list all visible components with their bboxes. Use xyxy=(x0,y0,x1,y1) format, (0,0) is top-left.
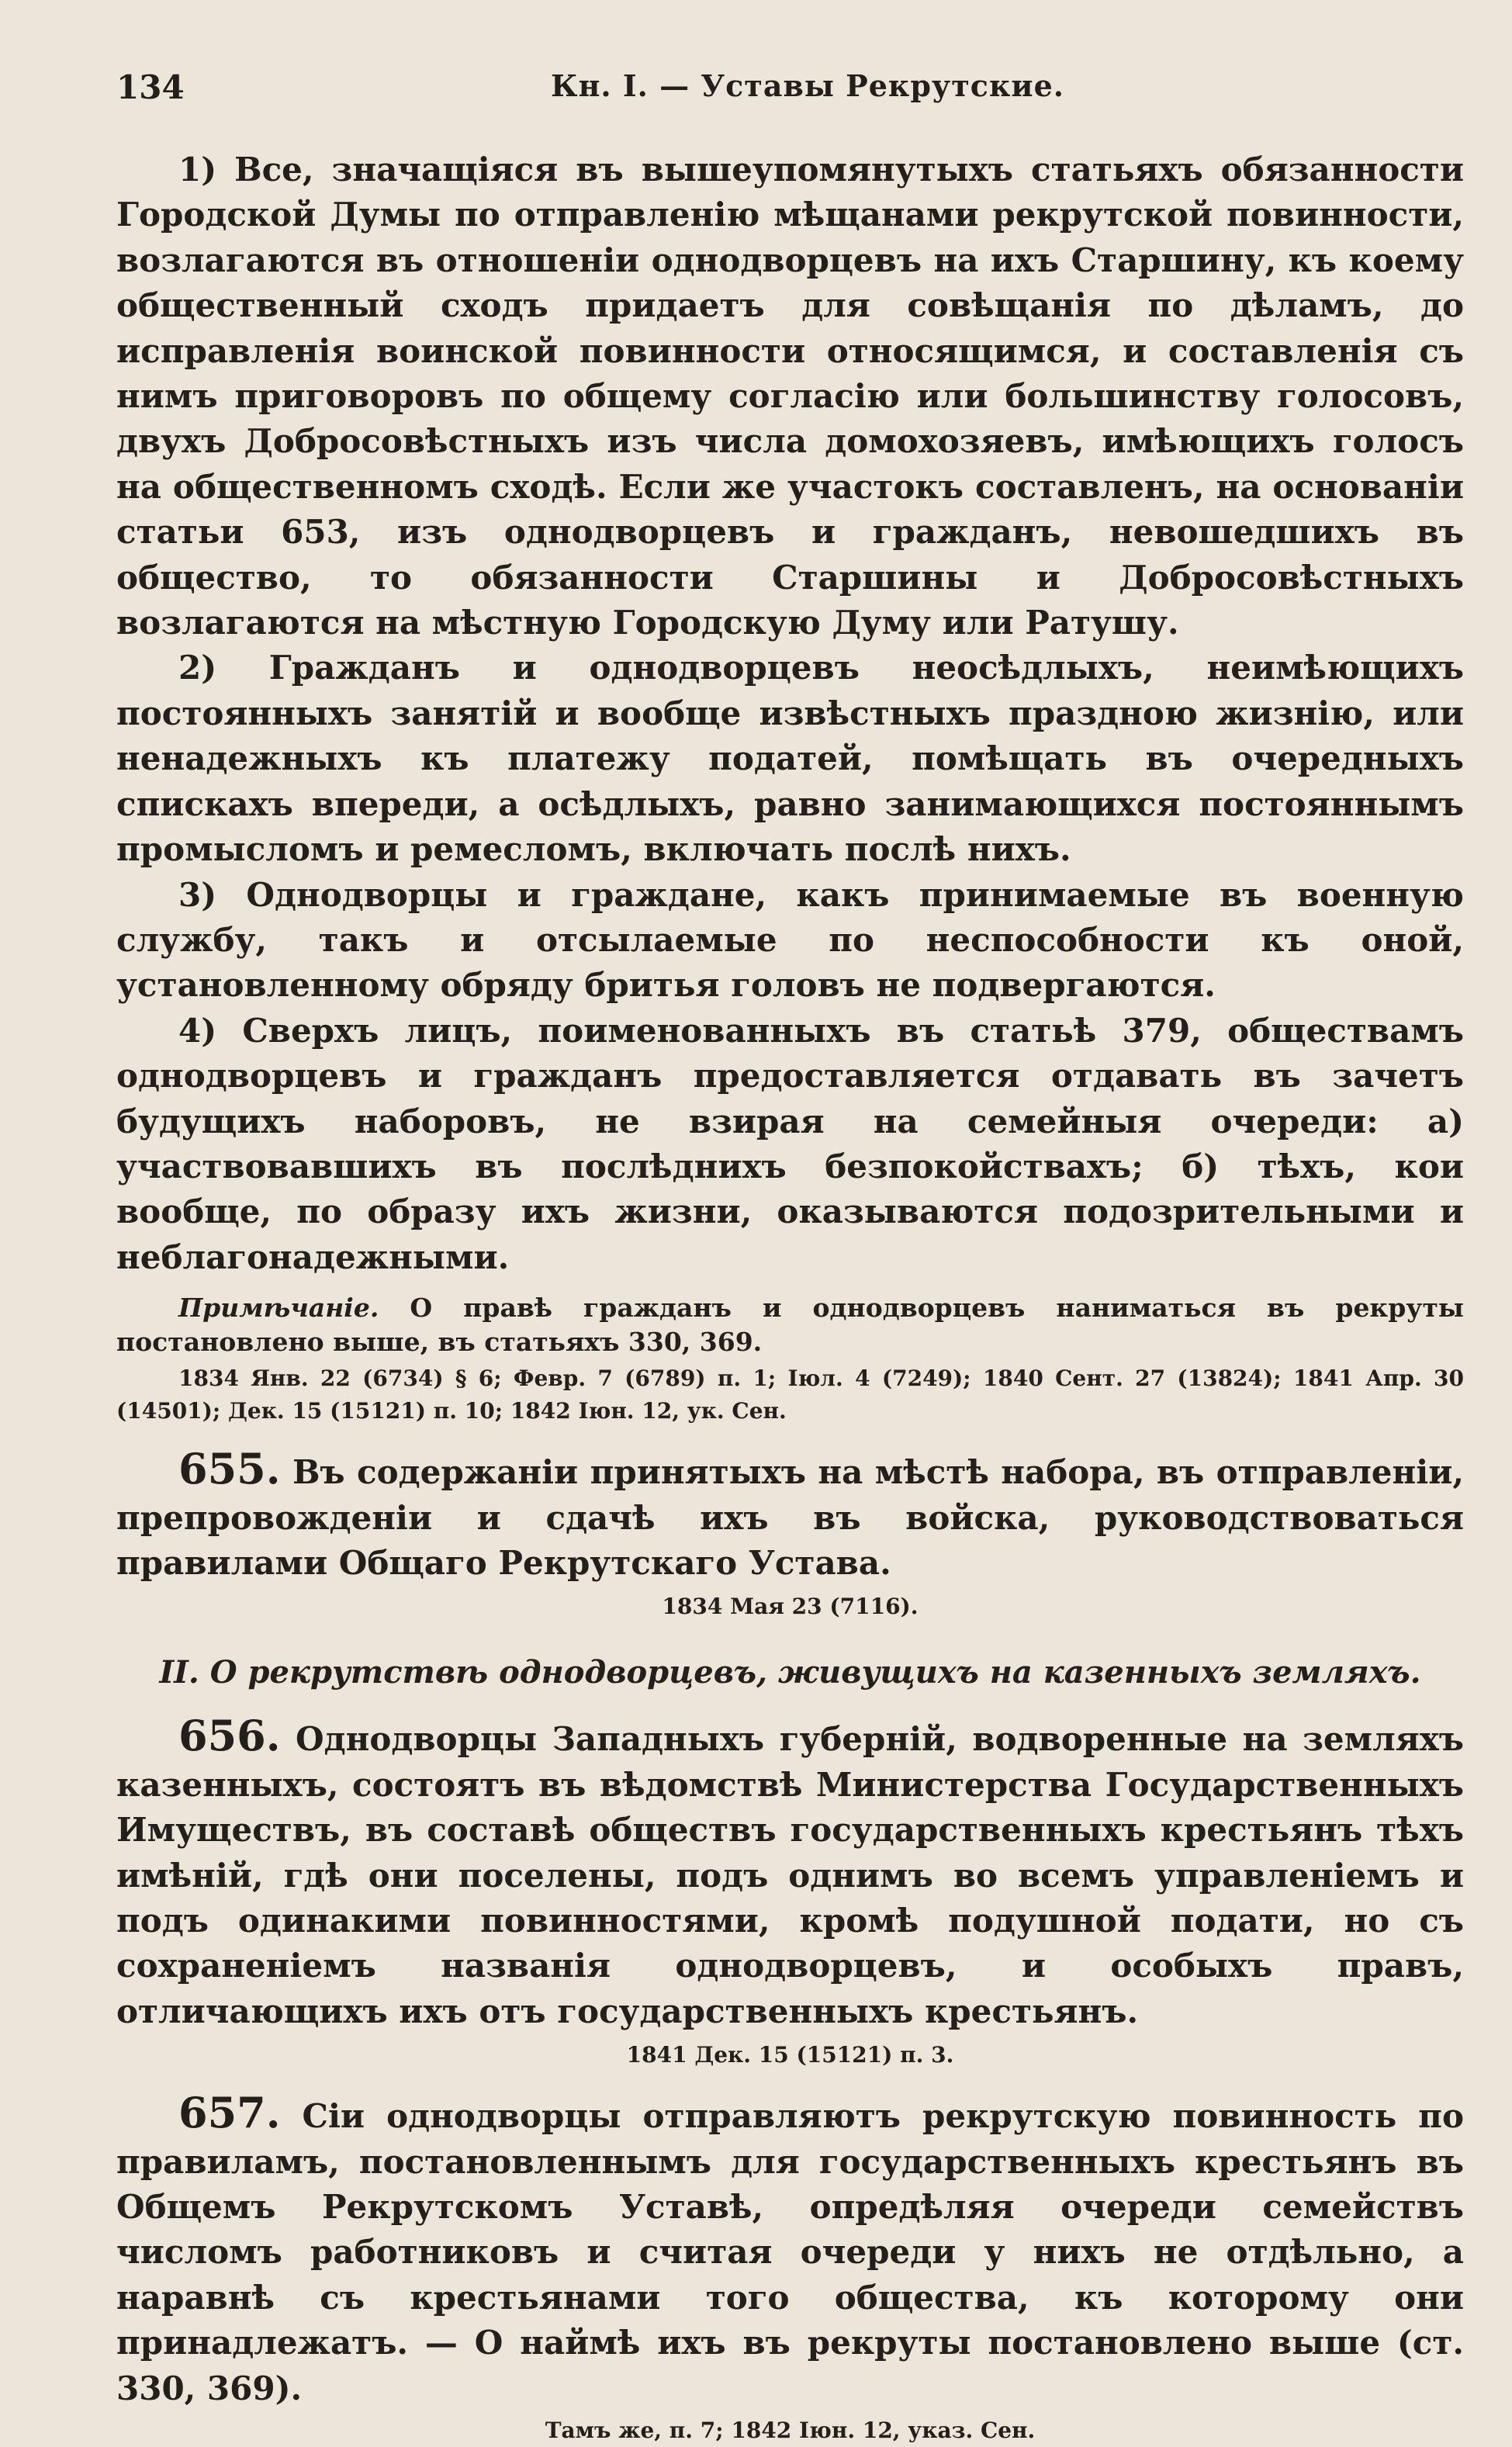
note-text: О правѣ гражданъ и однодворцевъ наниматься въ рекруты постановлено выше, въ статьяхъ 330, 369. xyxy=(116,1293,1464,1358)
source-reference: 1834 Янв. 22 (6734) § 6; Февр. 7 (6789) п. 1; Іюл. 4 (7249); 1840 Сент. 27 (13824); 1841 Апр. 30 (14501); Дек. 15 (15121) п. 10; 1842 Іюн. 12, ук. Сен. xyxy=(116,1365,1464,1424)
source-reference: 1841 Дек. 15 (15121) п. 3. xyxy=(626,2042,954,2068)
article-text: Однодворцы Западныхъ губерній, водворенные на земляхъ казенныхъ, состоятъ въ вѣдомствѣ Министерства Государственныхъ Имуществъ, въ составѣ обществъ государственныхъ крестьянъ тѣхъ имѣній, гдѣ они поселены, подъ однимъ во всемъ управленіемъ и подъ одинакими повинностями, кромѣ подушной подати, но съ сохраненіемъ названія однодворцевъ, и особыхъ правъ, отличающихъ ихъ отъ государственныхъ крестьянъ. xyxy=(116,1720,1464,2030)
article-655 xyxy=(116,1446,1464,1586)
note-label: Примѣчаніе. xyxy=(178,1293,379,1324)
article-657 xyxy=(116,2090,1464,2411)
article-text: Сіи однодворцы отправляютъ рекрутскую повинность по правиламъ, постановленнымъ для государственныхъ крестьянъ въ Общемъ Рекрутскомъ Уставѣ, опредѣляя очереди семействъ числомъ работниковъ и считая очереди у нихъ не отдѣльно, а наравнѣ съ крестьянами того общества, къ которому они принадлежатъ. — О наймѣ ихъ въ рекруты постановлено выше (ст. 330, 369). xyxy=(116,2097,1464,2407)
page-number: 134 xyxy=(116,68,185,106)
list-item: 4) Сверхъ лицъ, поименованныхъ въ статьѣ 379, обществамъ однодворцевъ и гражданъ предоставляется отдавать въ зачетъ будущихъ наборовъ, не взирая на семейныя очереди: а) участвовавшихъ въ послѣднихъ безпокойствахъ; б) тѣхъ, кои вообще, по образу ихъ жизни, оказываются подозрительными и неблагонадежными. xyxy=(116,1011,1464,1276)
article-656 xyxy=(116,1713,1464,2034)
article-text: Въ содержаніи принятыхъ на мѣстѣ набора, въ отправленіи, препровожденіи и сдачѣ ихъ въ войска, руководствоваться правилами Общаго Рекрутскаго Устава. xyxy=(116,1453,1464,1582)
source-reference: 1834 Мая 23 (7116). xyxy=(662,1594,919,1620)
list-item: 2) Гражданъ и однодворцевъ неосѣдлыхъ, неимѣющихъ постоянныхъ занятій и вообще извѣстныхъ праздною жизнію, или ненадежныхъ къ платежу податей, помѣщать въ очередныхъ спискахъ впереди, а осѣдлыхъ, равно занимающихся постояннымъ промысломъ и ремесломъ, включать послѣ нихъ. xyxy=(116,649,1464,869)
list-item: 1) Все, значащіяся въ вышеупомянутыхъ статьяхъ обязанности Городской Думы по отправленію мѣщанами рекрутской повинности, возлагаются въ отношеніи однодворцевъ на ихъ Старшину, къ коему общественный сходъ придаетъ для совѣщанія по дѣламъ, до исправленія воинской повинности относящимся, и составленія съ нимъ приговоровъ по общему согласію или большинству голосовъ, двухъ Добросовѣстныхъ изъ числа домохозяевъ, имѣющихъ голосъ на общественномъ сходѣ. Если же участокъ составленъ, на основаніи статьи 653, изъ однодворцевъ и гражданъ, невошедшихъ въ общество, то обязанности Старшины и Добросовѣстныхъ возлагаются на мѣстную Городскую Думу или Ратушу. xyxy=(116,151,1464,642)
source-reference: Тамъ же, п. 7; 1842 Іюн. 12, указ. Сен. xyxy=(545,2418,1036,2444)
running-title: Кн. I. — Уставы Рекрутские. xyxy=(551,68,1064,103)
article-number: 657. xyxy=(178,2088,281,2138)
page-body xyxy=(116,147,1464,2447)
article-number: 656. xyxy=(178,1711,281,1761)
note xyxy=(116,1291,1464,1359)
page-header xyxy=(116,54,1464,116)
article-number: 655. xyxy=(178,1444,281,1494)
list-item: 3) Однодворцы и граждане, какъ принимаемые въ военную службу, такъ и отсылаемые по неспособности къ оной, установленному обряду бритья головъ не подвергаются. xyxy=(116,875,1464,1005)
section-heading: II. О рекрутствѣ однодворцевъ, живущихъ на казенныхъ земляхъ. xyxy=(159,1654,1421,1691)
